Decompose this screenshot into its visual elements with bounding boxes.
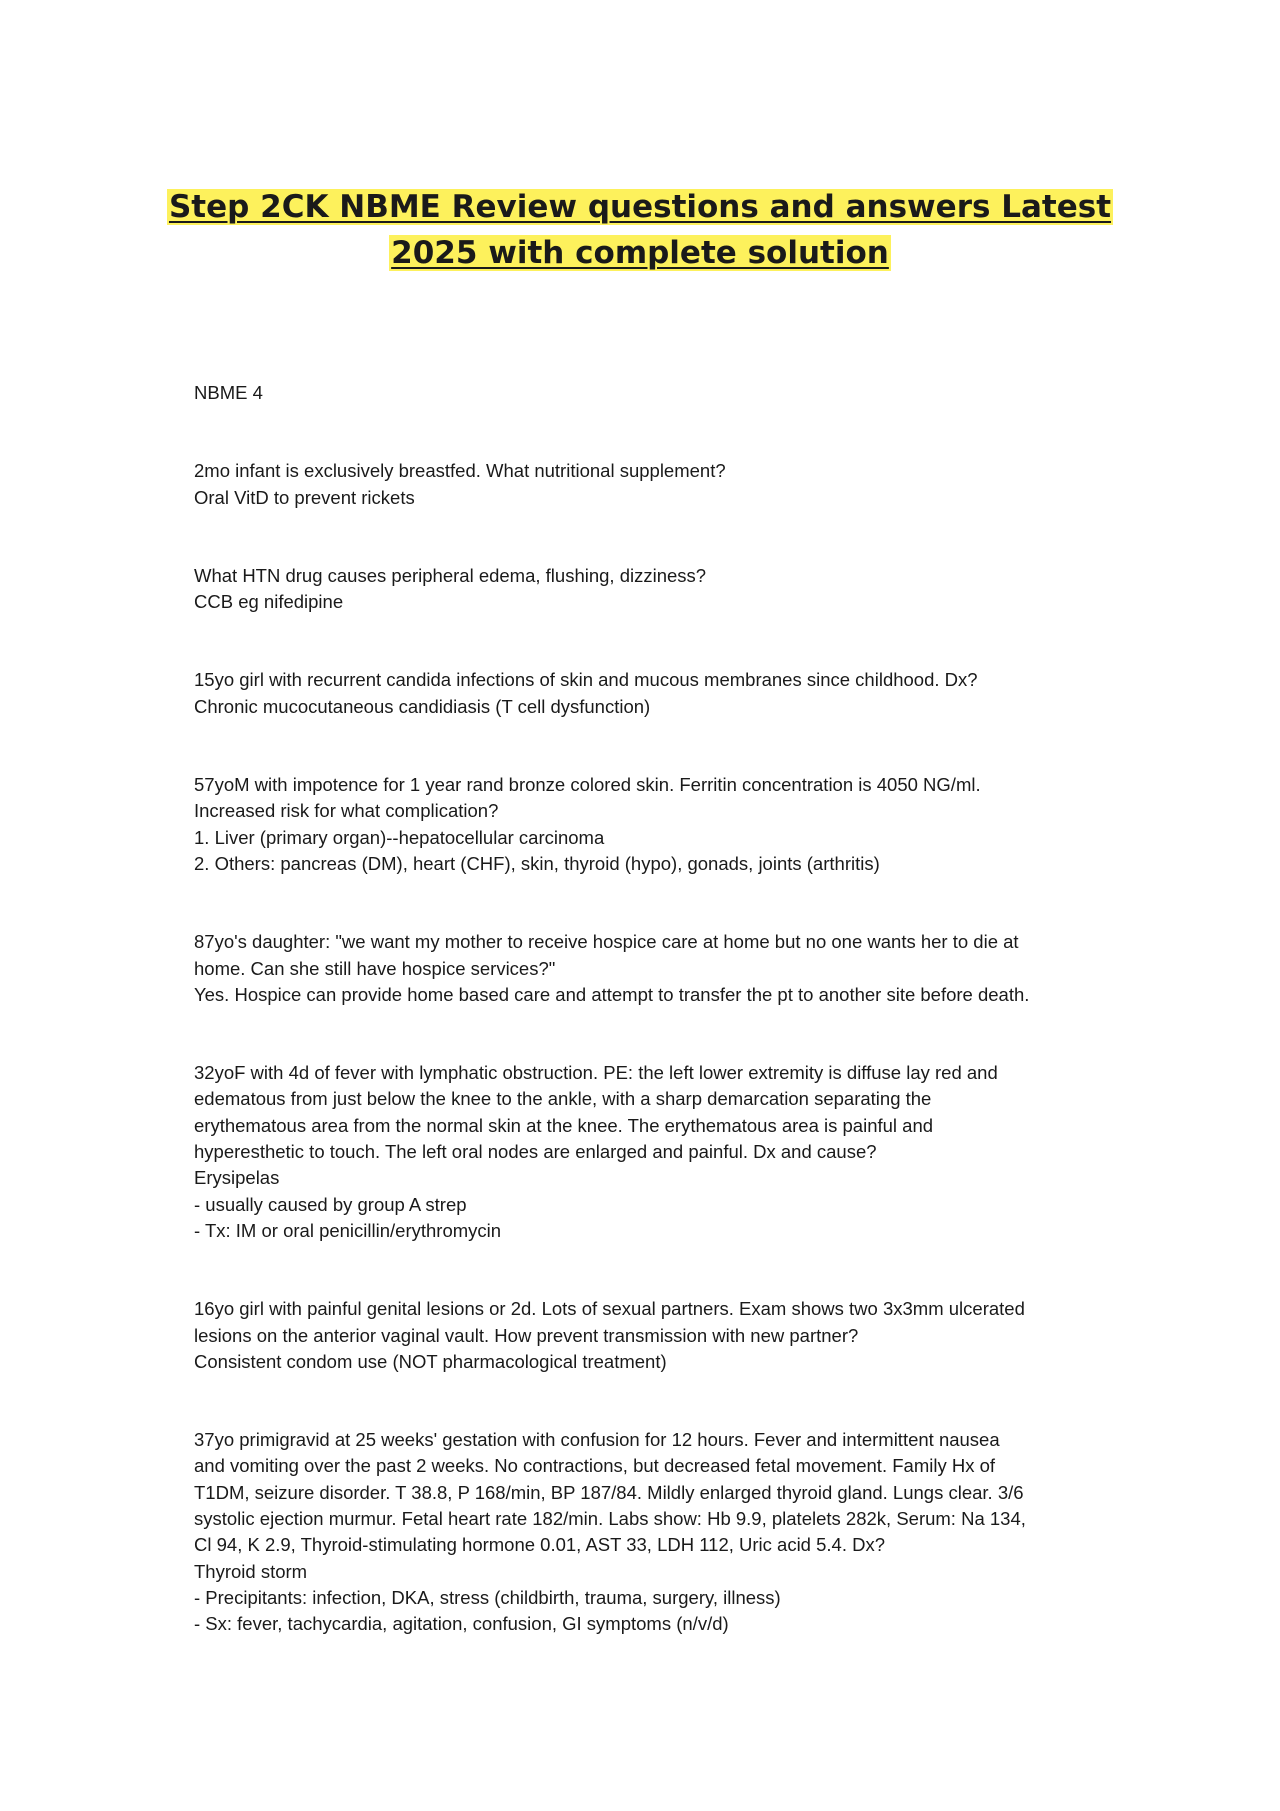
answer-line: - Tx: IM or oral penicillin/erythromycin xyxy=(194,1219,502,1241)
answer-line: Consistent condom use (NOT pharmacological treatment) xyxy=(194,1350,667,1372)
qa-item xyxy=(194,458,1134,511)
question-line: edematous from just below the knee to the ankle, with a sharp demarcation separating the xyxy=(194,1088,932,1110)
qa-item xyxy=(194,929,1134,1008)
question-line: Cl 94, K 2.9, Thyroid-stimulating hormone 0.01, AST 33, LDH 112, Uric acid 5.4. Dx? xyxy=(194,1534,886,1556)
answer-line: - Precipitants: infection, DKA, stress (childbirth, trauma, surgery, illness) xyxy=(194,1586,781,1608)
question-line: 32yoF with 4d of fever with lymphatic obstruction. PE: the left lower extremity is diffuse lay red and xyxy=(194,1062,998,1084)
answer-line: Erysipelas xyxy=(194,1167,280,1189)
question-line: 87yo's daughter: "we want my mother to receive hospice care at home but no one wants her to die at xyxy=(194,931,1019,953)
document-title xyxy=(150,184,1130,276)
question-line: What HTN drug causes peripheral edema, flushing, dizziness? xyxy=(194,564,707,586)
qa-item xyxy=(194,772,1134,877)
qa-item xyxy=(194,1296,1134,1375)
answer-line: - Sx: fever, tachycardia, agitation, confusion, GI symptoms (n/v/d) xyxy=(194,1613,729,1635)
question-line: hyperesthetic to touch. The left oral nodes are enlarged and painful. Dx and cause? xyxy=(194,1141,877,1163)
answer-line: 1. Liver (primary organ)--hepatocellular carcinoma xyxy=(194,826,605,848)
answer-line: - usually caused by group A strep xyxy=(194,1193,467,1215)
answer-line: Oral VitD to prevent rickets xyxy=(194,486,415,508)
answer-line: CCB eg nifedipine xyxy=(194,591,344,613)
question-line: 57yoM with impotence for 1 year rand bronze colored skin. Ferritin concentration is 4050 NG/ml. xyxy=(194,774,981,796)
answer-line: Chronic mucocutaneous candidiasis (T cell dysfunction) xyxy=(194,695,651,717)
qa-item xyxy=(194,563,1134,616)
qa-item xyxy=(194,1060,1134,1244)
question-line: lesions on the anterior vaginal vault. How prevent transmission with new partner? xyxy=(194,1324,859,1346)
question-line: home. Can she still have hospice services?" xyxy=(194,957,556,979)
question-line: erythematous area from the normal skin at the knee. The erythematous area is painful and xyxy=(194,1114,934,1136)
question-line: and vomiting over the past 2 weeks. No contractions, but decreased fetal movement. Family Hx of xyxy=(194,1455,996,1477)
document-body xyxy=(194,380,1134,1690)
qa-item xyxy=(194,1427,1134,1637)
title-line-1: Step 2CK NBME Review questions and answers Latest xyxy=(168,189,1112,225)
answer-line: Thyroid storm xyxy=(194,1560,308,1582)
question-line: systolic ejection murmur. Fetal heart rate 182/min. Labs show: Hb 9.9, platelets 282k, Serum: Na 134, xyxy=(194,1508,1026,1530)
answer-line: Yes. Hospice can provide home based care and attempt to transfer the pt to another site before death. xyxy=(194,983,1030,1005)
question-line: 15yo girl with recurrent candida infections of skin and mucous membranes since childhood. Dx? xyxy=(194,669,978,691)
question-line: 16yo girl with painful genital lesions or 2d. Lots of sexual partners. Exam shows two 3x3mm ulcerated xyxy=(194,1298,1025,1320)
section-heading: NBME 4 xyxy=(194,382,263,403)
question-line: 2mo infant is exclusively breastfed. What nutritional supplement? xyxy=(194,460,726,482)
title-line-2: 2025 with complete solution xyxy=(391,235,889,271)
answer-line: 2. Others: pancreas (DM), heart (CHF), skin, thyroid (hypo), gonads, joints (arthritis) xyxy=(194,852,880,874)
qa-item xyxy=(194,667,1134,720)
question-line: 37yo primigravid at 25 weeks' gestation with confusion for 12 hours. Fever and intermittent nausea xyxy=(194,1429,1000,1451)
question-line: Increased risk for what complication? xyxy=(194,800,499,822)
question-line: T1DM, seizure disorder. T 38.8, P 168/min, BP 187/84. Mildly enlarged thyroid gland. Lungs clear. 3/6 xyxy=(194,1481,1024,1503)
